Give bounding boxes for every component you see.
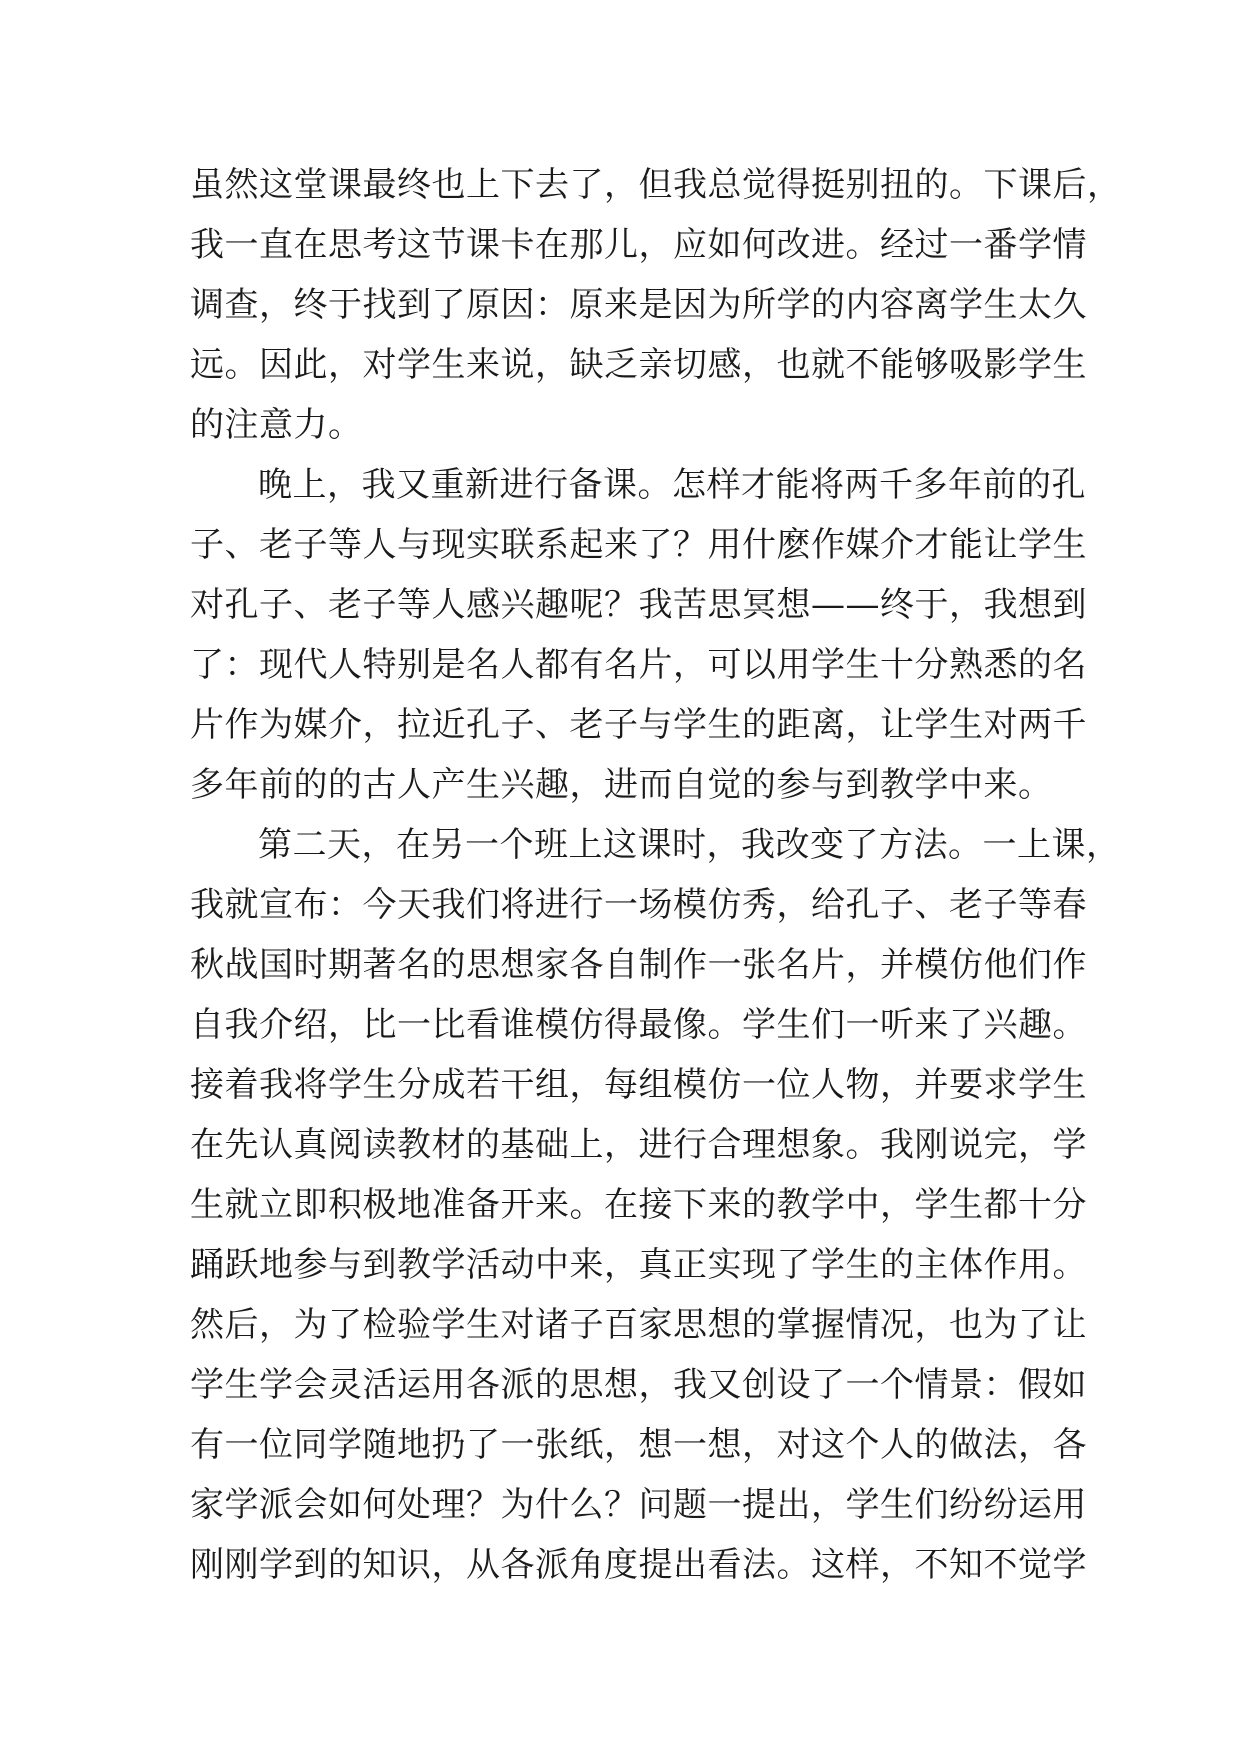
text-line: 对孔子、老子等人感兴趣呢？我苦思冥想——终于，我想到: [190, 585, 1087, 625]
text-line: 子、老子等人与现实联系起来了？用什麽作媒介才能让学生: [190, 525, 1087, 565]
text-line: 然后，为了检验学生对诸子百家思想的掌握情况，也为了让: [190, 1305, 1087, 1345]
body-text: [190, 155, 1122, 1595]
text-line: 虽然这堂课最终也上下去了，但我总觉得挺别扭的。下课后，: [190, 165, 1122, 205]
text-line: 我就宣布：今天我们将进行一场模仿秀，给孔子、老子等春: [190, 885, 1087, 925]
text-line: 自我介绍，比一比看谁模仿得最像。学生们一听来了兴趣。: [190, 1005, 1087, 1045]
text-line: 晚上，我又重新进行备课。怎样才能将两千多年前的孔: [258, 465, 1086, 505]
text-line: 片作为媒介，拉近孔子、老子与学生的距离，让学生对两千: [190, 705, 1087, 745]
text-line: 有一位同学随地扔了一张纸，想一想，对这个人的做法，各: [190, 1425, 1087, 1465]
text-line: 家学派会如何处理？为什么？问题一提出，学生们纷纷运用: [190, 1485, 1087, 1525]
text-line: 学生学会灵活运用各派的思想，我又创设了一个情景：假如: [190, 1365, 1087, 1405]
text-line: 第二天，在另一个班上这课时，我改变了方法。一上课，: [258, 825, 1121, 865]
text-line: 秋战国时期著名的思想家各自制作一张名片，并模仿他们作: [190, 945, 1087, 985]
text-line: 踊跃地参与到教学活动中来，真正实现了学生的主体作用。: [190, 1245, 1087, 1285]
text-line: 接着我将学生分成若干组，每组模仿一位人物，并要求学生: [190, 1065, 1087, 1105]
text-line: 在先认真阅读教材的基础上，进行合理想象。我刚说完，学: [190, 1125, 1087, 1165]
text-line: 我一直在思考这节课卡在那儿，应如何改进。经过一番学情: [190, 225, 1087, 265]
text-line: 远。因此，对学生来说，缺乏亲切感，也就不能够吸影学生: [190, 345, 1087, 385]
text-line: 刚刚学到的知识，从各派角度提出看法。这样，不知不觉学: [190, 1545, 1087, 1585]
text-line: 了：现代人特别是名人都有名片，可以用学生十分熟悉的名: [190, 645, 1087, 685]
text-line: 多年前的的古人产生兴趣，进而自觉的参与到教学中来。: [190, 765, 1053, 805]
text-line: 的注意力。: [190, 405, 363, 445]
text-line: 调查，终于找到了原因：原来是因为所学的内容离学生太久: [190, 285, 1087, 325]
text-line: 生就立即积极地准备开来。在接下来的教学中，学生都十分: [190, 1185, 1087, 1225]
